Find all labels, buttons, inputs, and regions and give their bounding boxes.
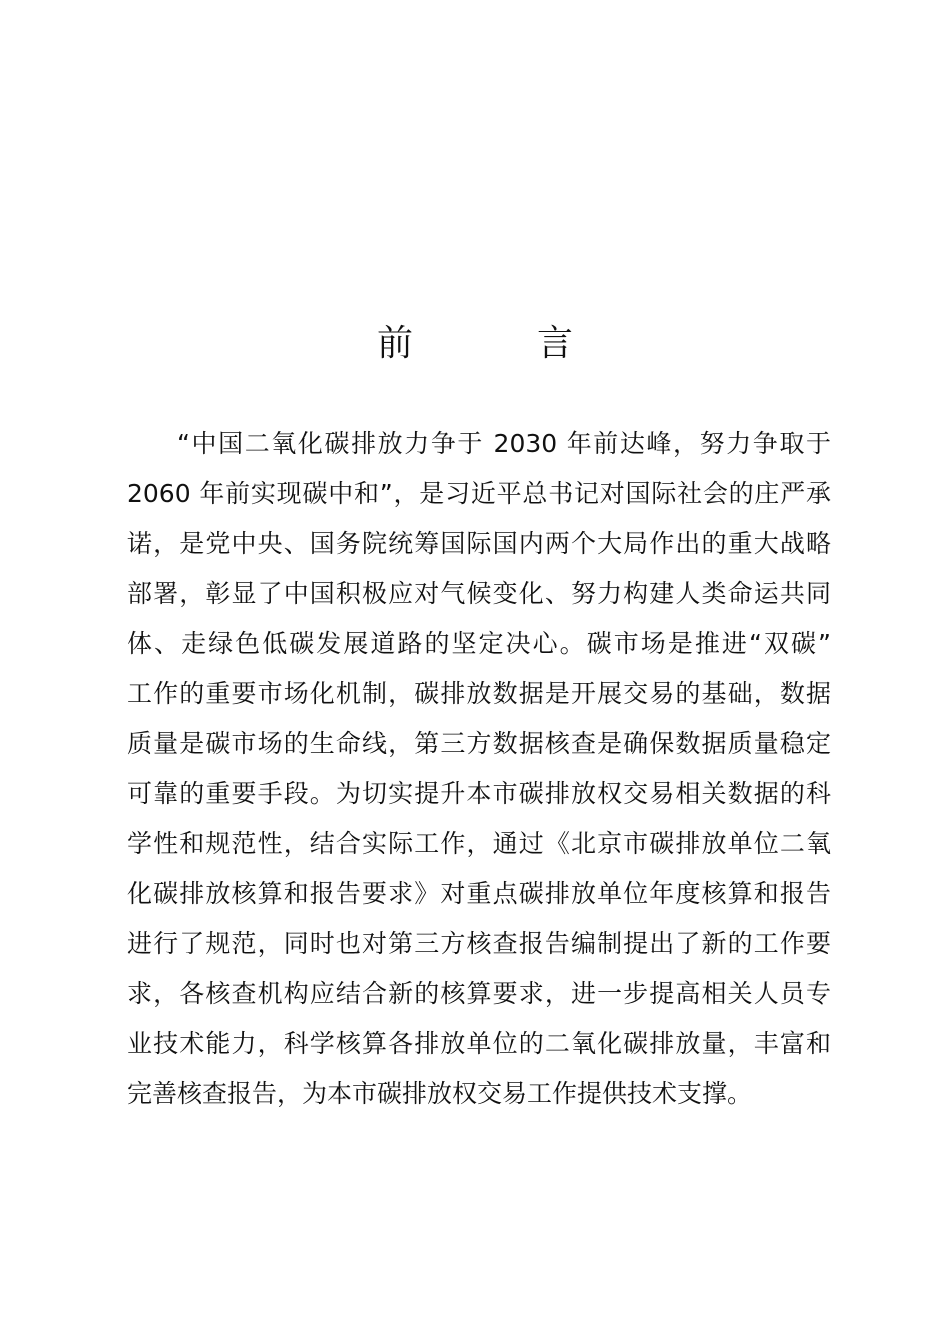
paragraph-line: 求，各核查机构应结合新的核算要求，进一步提高相关人员专 xyxy=(127,979,831,1008)
paragraph-line: 学性和规范性，结合实际工作，通过《北京市碳排放单位二氧 xyxy=(127,829,831,858)
preface-paragraph xyxy=(127,419,831,1119)
paragraph-line: 质量是碳市场的生命线，第三方数据核查是确保数据质量稳定 xyxy=(127,729,831,758)
paragraph-line: 部署，彰显了中国积极应对气候变化、努力构建人类命运共同 xyxy=(127,579,831,608)
paragraph-line: 化碳排放核算和报告要求》对重点碳排放单位年度核算和报告 xyxy=(127,879,831,908)
paragraph-line: 体、走绿色低碳发展道路的坚定决心。碳市场是推进“双碳” xyxy=(127,629,831,658)
paragraph-line: 可靠的重要手段。为切实提升本市碳排放权交易相关数据的科 xyxy=(127,779,831,808)
paragraph-line: 诺，是党中央、国务院统筹国际国内两个大局作出的重大战略 xyxy=(127,529,831,558)
paragraph-line: 完善核查报告，为本市碳排放权交易工作提供技术支撑。 xyxy=(127,1079,753,1108)
paragraph-line: 进行了规范，同时也对第三方核查报告编制提出了新的工作要 xyxy=(127,929,831,958)
page-title: 前 言 xyxy=(376,323,617,364)
paragraph-line: “中国二氧化碳排放力争于 2030 年前达峰，努力争取于 xyxy=(177,429,831,458)
paragraph-line: 2060 年前实现碳中和”，是习近平总书记对国际社会的庄严承 xyxy=(127,479,831,508)
paragraph-line: 业技术能力，科学核算各排放单位的二氧化碳排放量，丰富和 xyxy=(127,1029,831,1058)
paragraph-line: 工作的重要市场化机制，碳排放数据是开展交易的基础，数据 xyxy=(127,679,831,708)
